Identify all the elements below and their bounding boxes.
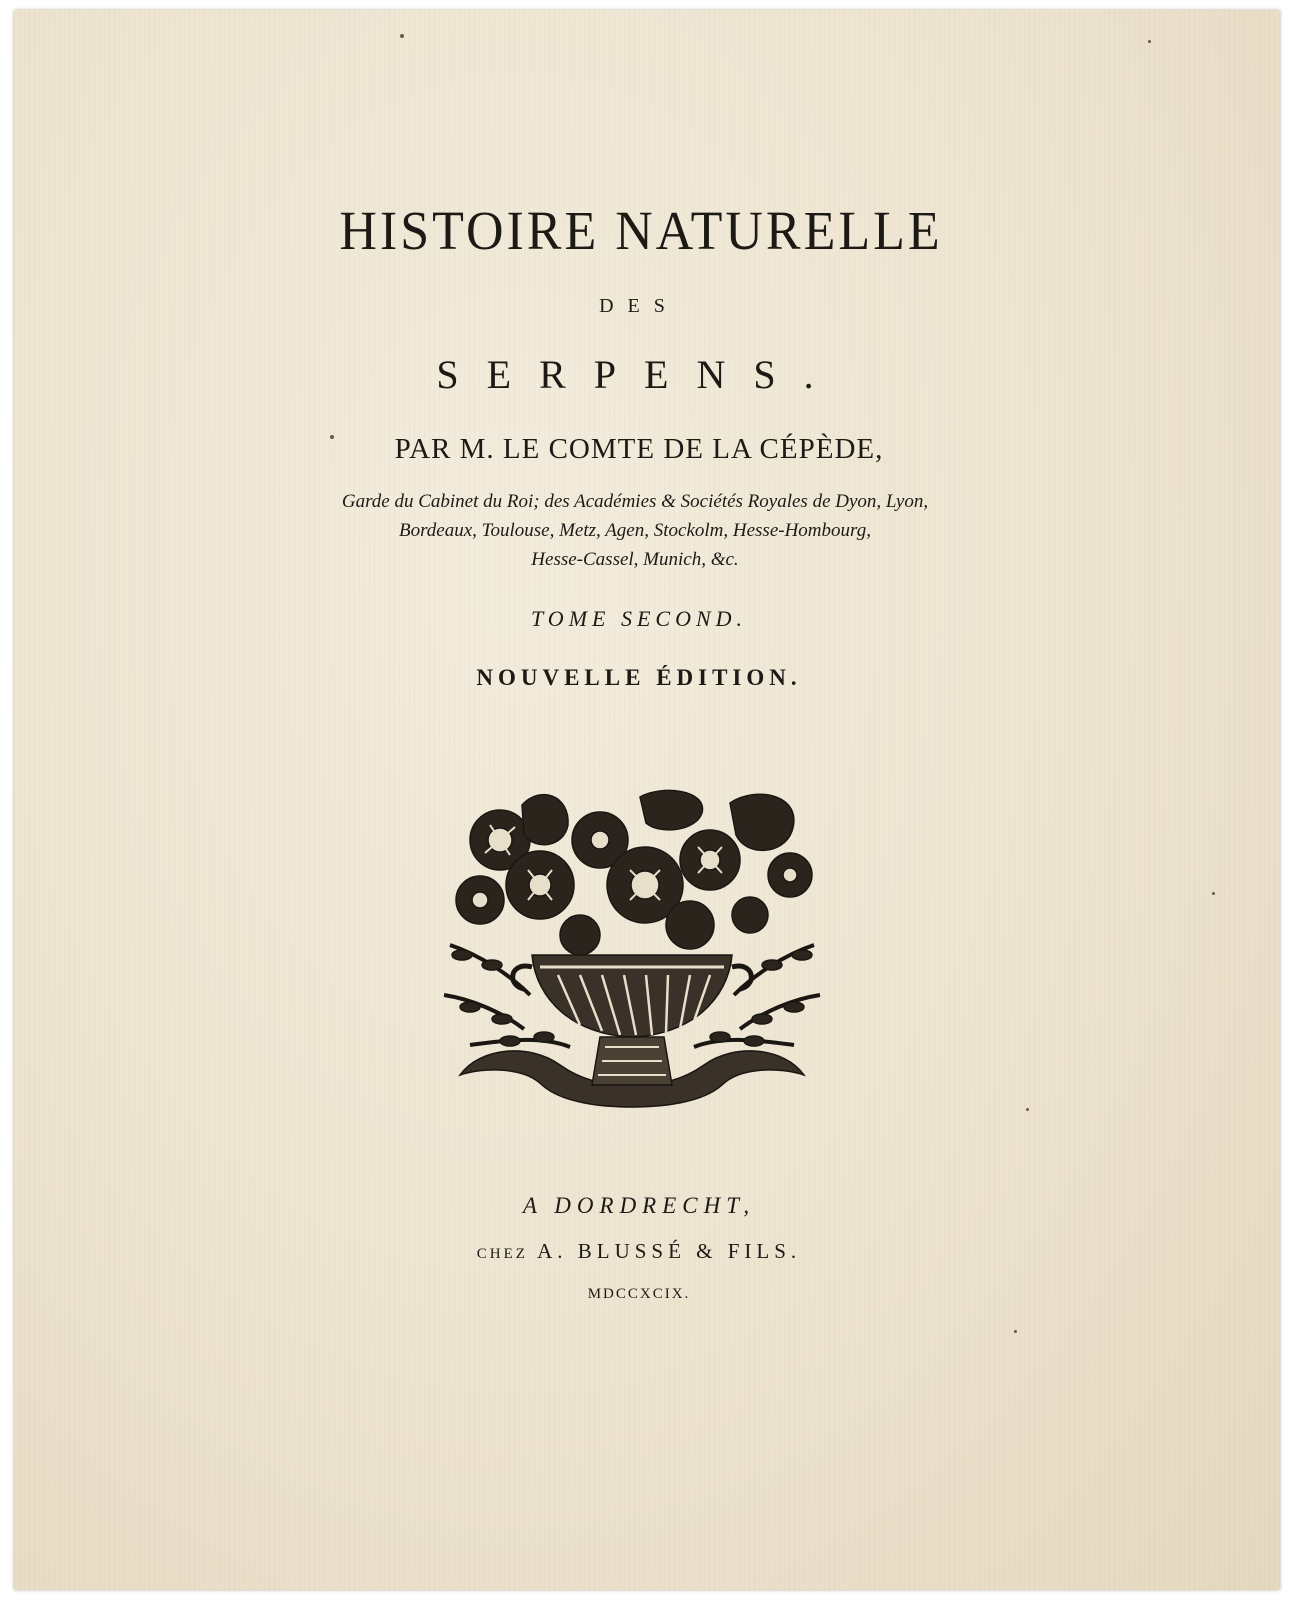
credentials-line: Garde du Cabinet du Roi; des Académies & Sociétés Royales de Dyon, Lyon, [341,491,929,512]
paper-speck [1148,40,1151,43]
author-credentials [2,487,1268,574]
credentials-line: Hesse-Cassel, Munich, &c. [531,549,739,570]
paper-speck [1026,1108,1029,1111]
book-subject: SERPENS. [436,352,842,397]
paper-speck [330,435,334,439]
volume-label: TOME SECOND. [530,606,748,631]
book-title: HISTOIRE NATURELLE [339,201,943,262]
author-line: PAR M. LE COMTE DE LA CÉPÈDE, [394,433,884,465]
imprint-place: A DORDRECHT, [522,1193,756,1218]
imprint-year: MDCCXCIX. [587,1286,691,1302]
publisher-name: A. BLUSSÉ & FILS. [537,1239,802,1263]
paper-speck [400,34,404,38]
credentials-line: Bordeaux, Toulouse, Metz, Agen, Stockolm, Hesse-Hombourg, [399,520,871,541]
imprint-publisher [6,1239,1272,1264]
title-page-sheet [14,10,1280,1590]
paper-speck [1014,1330,1017,1333]
publisher-prefix: CHEZ [476,1246,528,1262]
flower-basket-ornament-icon [440,785,824,1115]
edition-label: NOUVELLE ÉDITION. [476,665,802,690]
title-connector: DES [599,295,679,317]
paper-speck [1212,892,1215,895]
